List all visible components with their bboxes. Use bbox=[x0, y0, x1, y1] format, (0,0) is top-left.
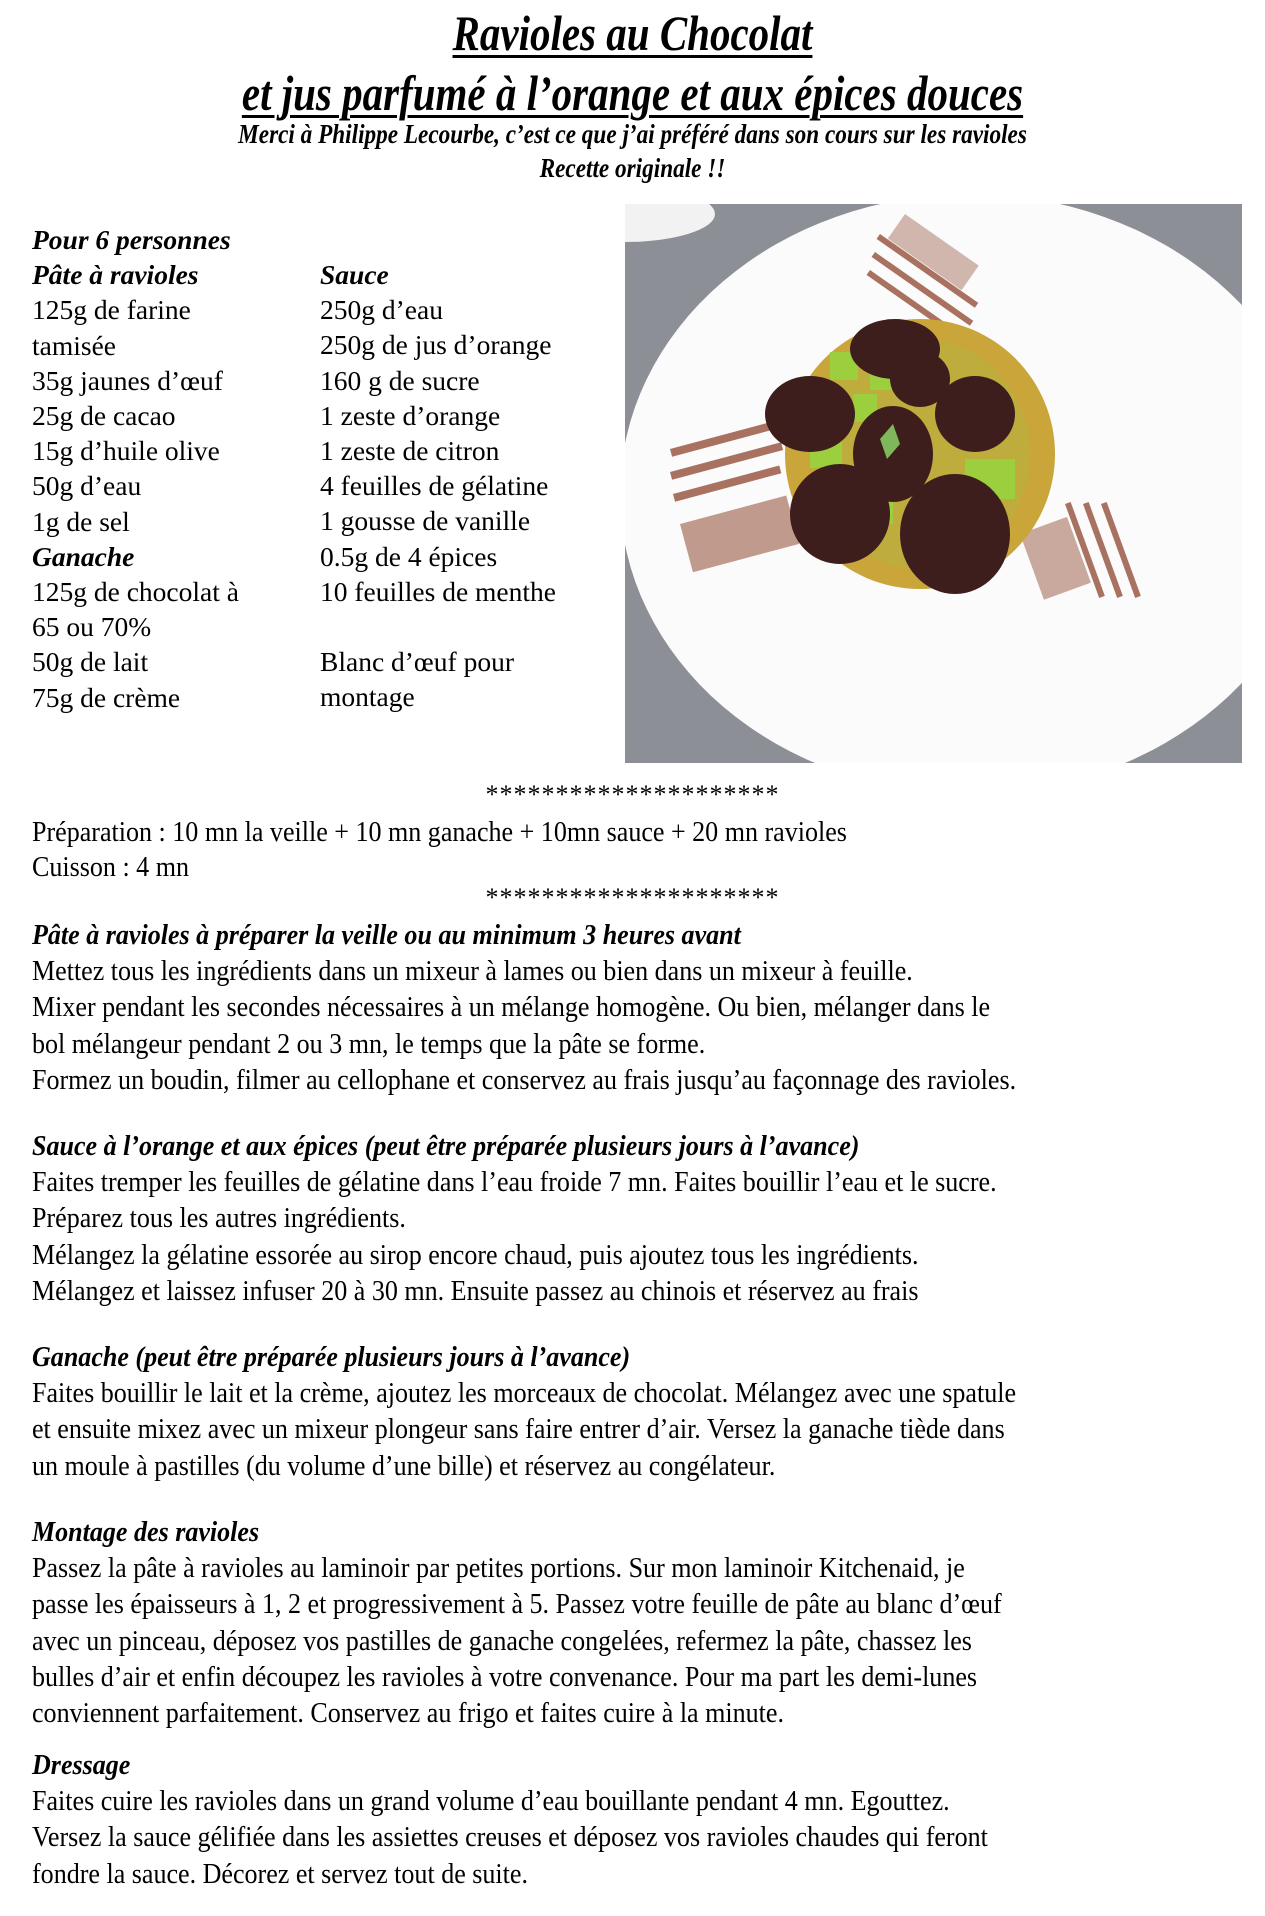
ingredient-item: 250g de jus d’orange bbox=[320, 329, 552, 361]
ingredient-item: 1 gousse de vanille bbox=[320, 505, 531, 537]
section-line: Faites bouillir le lait et la crème, ajoutez les morceaux de chocolat. Mélangez avec une spatule bbox=[32, 1378, 1017, 1410]
section-line: bulles d’air et enfin découpez les ravioles à votre convenance. Pour ma part les demi-lunes bbox=[32, 1661, 978, 1693]
section-line: et ensuite mixez avec un mixeur plongeur sans faire entrer d’air. Versez la ganache tiède dans bbox=[32, 1414, 1005, 1446]
section-montage bbox=[32, 1515, 1157, 1732]
section-line: fondre la sauce. Décorez et servez tout de suite. bbox=[32, 1858, 528, 1890]
section-line: Mélangez et laissez infuser 20 à 30 mn. Ensuite passez au chinois et réservez au frais bbox=[32, 1275, 919, 1307]
section-heading: Sauce à l’orange et aux épices (peut être préparée plusieurs jours à l’avance) bbox=[32, 1131, 860, 1162]
section-line: passe les épaisseurs à 1, 2 et progressivement à 5. Passez votre feuille de pâte au blanc d’œuf bbox=[32, 1589, 1002, 1621]
dish-photo bbox=[625, 204, 1242, 763]
section-dressage bbox=[32, 1748, 1157, 1893]
sauce-heading: Sauce bbox=[320, 259, 389, 290]
ingredient-item: 125g de farine bbox=[32, 294, 191, 326]
servings-heading: Pour 6 personnes bbox=[32, 224, 231, 255]
ingredient-item: 0.5g de 4 épices bbox=[320, 540, 498, 572]
ingredient-item: 50g de lait bbox=[32, 646, 149, 678]
ingredient-item: 65 ou 70% bbox=[32, 611, 152, 643]
section-line: Versez la sauce gélifiée dans les assiettes creuses et déposez vos ravioles chaudes qui feront bbox=[32, 1822, 988, 1854]
ingredient-item: 75g de crème bbox=[32, 681, 181, 713]
ingredient-spacer bbox=[320, 609, 556, 644]
original-recipe-note: Recette originale !! bbox=[539, 153, 726, 183]
ganache-heading: Ganache bbox=[32, 540, 135, 572]
ingredient-item: 1 zeste d’orange bbox=[320, 399, 501, 431]
section-heading: Montage des ravioles bbox=[32, 1517, 260, 1548]
section-line: Faites tremper les feuilles de gélatine dans l’eau froide 7 mn. Faites bouillir l’eau et le sucre. bbox=[32, 1167, 997, 1199]
ingredient-item: 50g d’eau bbox=[32, 470, 142, 502]
section-line: conviennent parfaitement. Conservez au frigo et faites cuire à la minute. bbox=[32, 1698, 784, 1730]
section-line: bol mélangeur pendant 2 ou 3 mn, le temps que la pâte se forme. bbox=[32, 1028, 706, 1060]
ingredient-item: Blanc d’œuf pour bbox=[320, 646, 514, 678]
section-heading: Ganache (peut être préparée plusieurs jours à l’avance) bbox=[32, 1342, 631, 1373]
ingredient-item: montage bbox=[320, 681, 415, 713]
separator: ********************* bbox=[485, 883, 780, 912]
ingredient-item: 160 g de sucre bbox=[320, 364, 480, 396]
section-pate bbox=[32, 918, 1157, 1099]
section-heading: Pâte à ravioles à préparer la veille ou au minimum 3 heures avant bbox=[32, 920, 741, 951]
ingredient-item: 1 zeste de citron bbox=[320, 435, 500, 467]
ingredient-item: 35g jaunes d’œuf bbox=[32, 364, 223, 396]
section-line: Mettez tous les ingrédients dans un mixeur à lames ou bien dans un mixeur à feuille. bbox=[32, 956, 913, 988]
section-line: avec un pinceau, déposez vos pastilles de ganache congelées, refermez la pâte, chassez les bbox=[32, 1625, 972, 1657]
ingredient-item: 15g d’huile olive bbox=[32, 435, 220, 467]
section-line: Faites cuire les ravioles dans un grand volume d’eau bouillante pendant 4 mn. Egouttez. bbox=[32, 1786, 950, 1818]
section-line: un moule à pastilles (du volume d’une bille) et réservez au congélateur. bbox=[32, 1450, 776, 1482]
ingredients-left-column bbox=[32, 222, 239, 715]
preparation-time: Préparation : 10 mn la veille + 10 mn ganache + 10mn sauce + 20 mn ravioles bbox=[32, 817, 847, 848]
section-sauce bbox=[32, 1129, 1157, 1310]
ingredient-item: 125g de chocolat à bbox=[32, 576, 239, 608]
recipe-title: Ravioles au Chocolat bbox=[452, 5, 813, 61]
section-ganache bbox=[32, 1340, 1157, 1485]
ingredient-item: 10 feuilles de menthe bbox=[320, 575, 556, 607]
dish-illustration bbox=[625, 204, 1242, 763]
section-line: Préparez tous les autres ingrédients. bbox=[32, 1203, 406, 1235]
ingredient-item: 25g de cacao bbox=[32, 400, 176, 432]
section-line: Mixer pendant les secondes nécessaires à un mélange homogène. Ou bien, mélanger dans le bbox=[32, 992, 991, 1024]
section-heading: Dressage bbox=[32, 1750, 131, 1781]
credit-line: Merci à Philippe Lecourbe, c’est ce que j’ai préféré dans son cours sur les ravioles bbox=[238, 119, 1027, 149]
section-line: Mélangez la gélatine essorée au sirop encore chaud, puis ajoutez tous les ingrédients. bbox=[32, 1239, 919, 1271]
ingredient-item: 250g d’eau bbox=[320, 294, 443, 326]
ingredient-item: 4 feuilles de gélatine bbox=[320, 470, 549, 502]
ingredients-right-column bbox=[320, 257, 556, 715]
pate-heading: Pâte à ravioles bbox=[32, 259, 199, 291]
cooking-time: Cuisson : 4 mn bbox=[32, 852, 189, 883]
section-line: Passez la pâte à ravioles au laminoir par petites portions. Sur mon laminoir Kitchenaid, je bbox=[32, 1553, 965, 1585]
separator: ********************* bbox=[485, 780, 780, 809]
section-line: Formez un boudin, filmer au cellophane et conservez au frais jusqu’au façonnage des ravioles. bbox=[32, 1064, 1017, 1096]
ingredient-item: 1g de sel bbox=[32, 505, 130, 537]
recipe-subtitle: et jus parfumé à l’orange et aux épices douces bbox=[241, 65, 1024, 121]
ingredient-item: tamisée bbox=[32, 329, 116, 361]
